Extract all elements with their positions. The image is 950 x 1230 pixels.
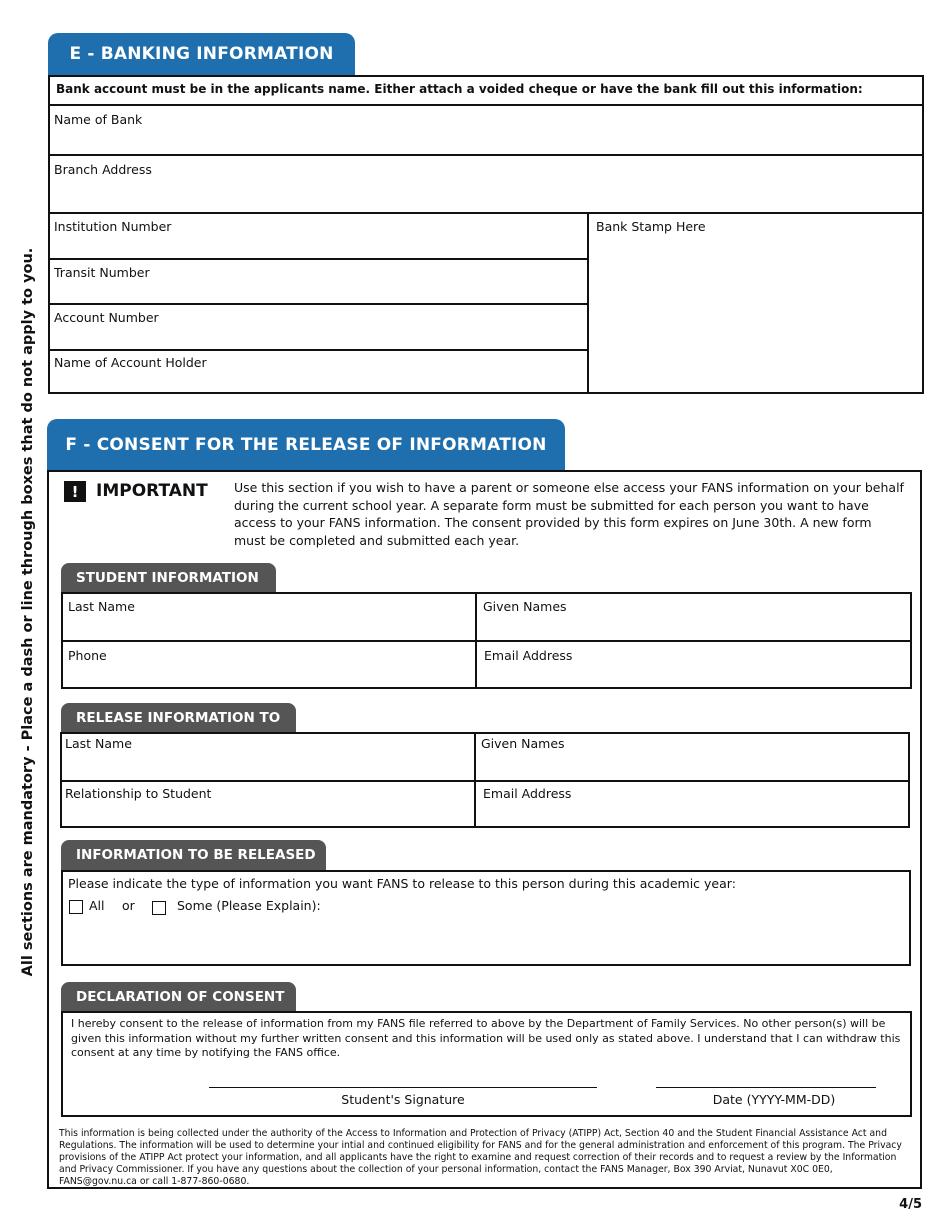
- student-phone-field[interactable]: [63, 642, 474, 687]
- student-email-field[interactable]: [477, 642, 910, 687]
- banking-notice: Bank account must be in the applicants name. Either attach a voided cheque or have the bank fill out this information:: [56, 82, 863, 96]
- student-given-names-label: Given Names: [483, 599, 567, 614]
- privacy-notice: This information is being collected under the authority of the Access to Information and Protection of Privacy (ATIPP) Act, Section 40 and the Student Financial Assistance Act and Regulations. The information will be used to determine your intial and continued eligibility for FANS and for the general administration and enforcement of this program. The Privacy provisions of the ATIPP Act protect your information, and all applicants have the right to examine and request correction of their records and to request a review by the Information and Privacy Commissioner. If you have any questions about the collection of your personal information, contact the FANS Manager, Box 390 Arviat, Nunavut X0C 0E0, FANS@gov.nu.ca or call 1-877-860-0680.: [59, 1128, 902, 1187]
- release-information-tab: [61, 703, 296, 732]
- release-given-names-field[interactable]: [476, 734, 908, 779]
- student-email-label: Email Address: [484, 648, 573, 663]
- information-released-tab: [61, 840, 326, 870]
- or-text: or: [122, 898, 135, 913]
- declaration-text: I hereby consent to the release of information from my FANS file referred to above by the Department of Family Services. No other person(s) will be given this information without my further written consent and this information will be used only as stated above. I understand that I can withdraw this consent at any time by notifying the FANS office.: [71, 1017, 901, 1059]
- declaration-title: DECLARATION OF CONSENT: [76, 988, 285, 1005]
- release-email-label: Email Address: [483, 786, 572, 801]
- institution-number-label: Institution Number: [54, 219, 172, 234]
- all-option-label: All: [89, 898, 105, 913]
- student-phone-label: Phone: [68, 648, 107, 663]
- exclamation-icon: !: [64, 481, 86, 502]
- bank-stamp-label: Bank Stamp Here: [596, 219, 706, 234]
- release-last-name-field[interactable]: [62, 734, 473, 779]
- account-number-label: Account Number: [54, 310, 159, 325]
- information-released-prompt: Please indicate the type of information you want FANS to release to this person during this academic year:: [68, 876, 736, 891]
- some-checkbox[interactable]: [152, 901, 166, 915]
- section-e-title: E - BANKING INFORMATION: [69, 44, 334, 64]
- declaration-tab: [61, 982, 296, 1011]
- student-last-name-field[interactable]: [63, 594, 474, 639]
- branch-address-field[interactable]: [50, 156, 922, 212]
- bank-name-label: Name of Bank: [54, 112, 143, 127]
- important-label: IMPORTANT: [96, 481, 208, 501]
- student-information-title: STUDENT INFORMATION: [76, 569, 259, 586]
- section-e-tab: [48, 33, 355, 75]
- bank-stamp-area: [590, 214, 922, 392]
- explanation-field[interactable]: [66, 918, 906, 962]
- student-information-tab: [61, 563, 276, 592]
- release-information-title: RELEASE INFORMATION TO: [76, 709, 281, 726]
- relationship-label: Relationship to Student: [65, 786, 212, 801]
- page-number: 4/5: [899, 1197, 922, 1212]
- some-option-label: Some (Please Explain):: [177, 898, 321, 913]
- transit-number-label: Transit Number: [54, 265, 150, 280]
- release-email-field[interactable]: [476, 782, 908, 826]
- branch-address-label: Branch Address: [54, 162, 152, 177]
- account-number-field[interactable]: [50, 305, 586, 349]
- bank-name-field[interactable]: [50, 106, 922, 154]
- date-label: Date (YYYY-MM-DD): [712, 1092, 836, 1107]
- release-last-name-label: Last Name: [65, 736, 132, 751]
- release-given-names-label: Given Names: [481, 736, 565, 751]
- all-checkbox[interactable]: [69, 900, 83, 914]
- section-f-title: F - CONSENT FOR THE RELEASE OF INFORMATION: [65, 434, 547, 455]
- account-holder-label: Name of Account Holder: [54, 355, 207, 370]
- signature-line[interactable]: [209, 1087, 597, 1088]
- date-line[interactable]: [656, 1087, 876, 1088]
- important-text: Use this section if you wish to have a parent or someone else access your FANS information on your behalf during the current school year. A separate form must be submitted for each person you want to have access to your FANS information. The consent provided by this form expires on June 30th. A new form must be completed and submitted each year.: [234, 480, 904, 548]
- transit-number-field[interactable]: [50, 260, 586, 303]
- section-f-tab: [47, 419, 565, 470]
- mandatory-sections-note: All sections are mandatory - Place a dash or line through boxes that do not apply to you.: [20, 247, 36, 977]
- information-released-title: INFORMATION TO BE RELEASED: [76, 847, 316, 863]
- account-holder-field[interactable]: [50, 351, 586, 392]
- student-last-name-label: Last Name: [68, 599, 135, 614]
- signature-label: Student's Signature: [341, 1092, 465, 1107]
- student-given-names-field[interactable]: [477, 594, 910, 639]
- relationship-field[interactable]: [62, 782, 473, 826]
- institution-number-field[interactable]: [50, 214, 586, 258]
